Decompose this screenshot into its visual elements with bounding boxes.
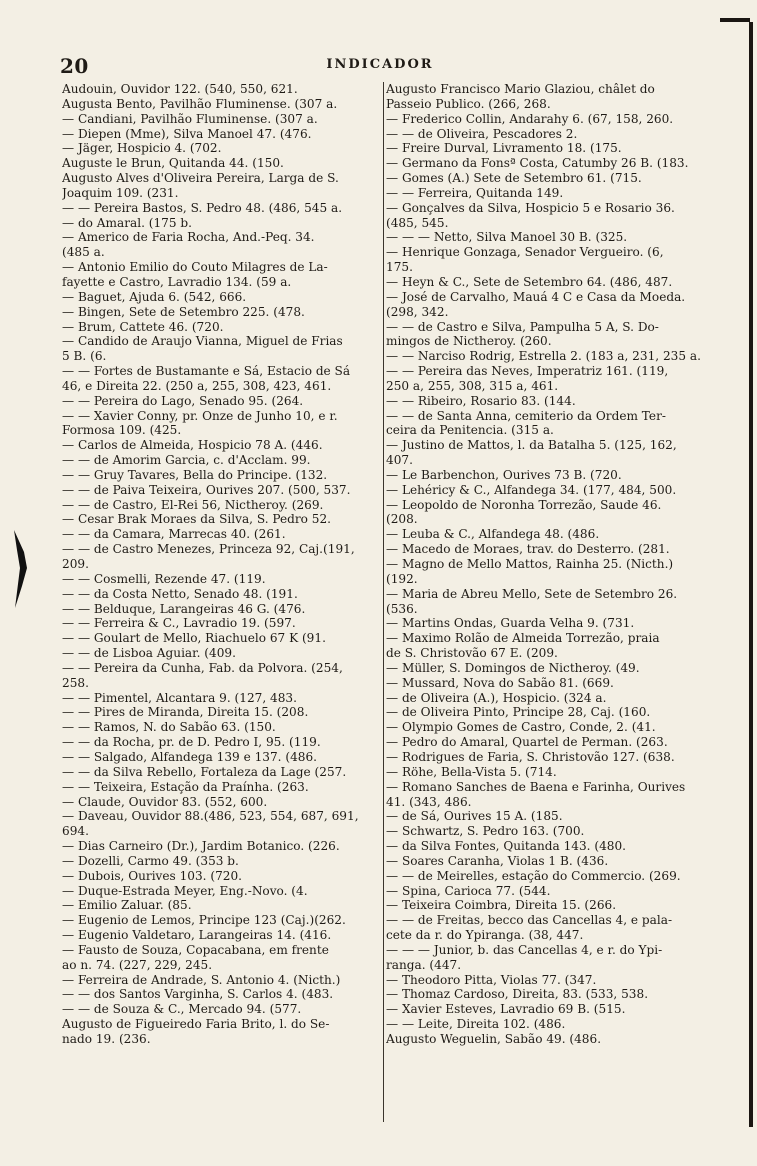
- directory-entry-line: — Soares Caranha, Violas 1 B. (436.: [386, 853, 609, 868]
- directory-entry-line: — Xavier Esteves, Lavradio 69 B. (515.: [386, 1002, 626, 1017]
- directory-entry-line: — — da Camara, Marrecas 40. (261.: [62, 527, 286, 542]
- directory-entry-line: Augusta Bento, Pavilhão Fluminense. (307 a.: [62, 96, 338, 111]
- directory-entry-line: 175.: [386, 260, 413, 275]
- directory-entry-line: — Dias Carneiro (Dr.), Jardim Botanico. (226.: [62, 839, 340, 854]
- directory-entry-line: — Eugenio Valdetaro, Larangeiras 14. (416.: [62, 928, 332, 943]
- directory-entry-line: ao n. 74. (227, 229, 245.: [62, 957, 213, 972]
- directory-entry-line: — Schwartz, S. Pedro 163. (700.: [386, 824, 585, 839]
- directory-entry-line: — Le Barbenchon, Ourives 73 B. (720.: [386, 467, 622, 482]
- directory-entry-line: mingos de Nictheroy. (260.: [386, 334, 552, 349]
- directory-entry-line: — — de Castro e Silva, Pampulha 5 A, S. Do-: [386, 319, 659, 334]
- directory-entry-line: — Antonio Emilio do Couto Milagres de La-: [62, 260, 328, 275]
- directory-entry-line: — Lehéricy & C., Alfandega 34. (177, 484, 500.: [386, 482, 677, 497]
- directory-entry-line: — Ferreira de Andrade, S. Antonio 4. (Nicth.): [62, 972, 341, 987]
- directory-entry-line: — Macedo de Moraes, trav. do Desterro. (281.: [386, 542, 670, 557]
- directory-entry-line: — Röhe, Bella-Vista 5. (714.: [386, 764, 557, 779]
- directory-entry-line: — — de Oliveira, Pescadores 2.: [386, 126, 578, 141]
- directory-entry-line: — — de Lisboa Aguiar. (409.: [62, 646, 236, 661]
- directory-entry-line: — — de Santa Anna, cemiterio da Ordem Ter-: [386, 408, 666, 423]
- directory-entry-line: de S. Christovão 67 E. (209.: [386, 646, 558, 661]
- directory-entry-line: — — de Freitas, becco das Cancellas 4, e pala-: [386, 913, 673, 928]
- directory-entry-line: — — Pimentel, Alcantara 9. (127, 483.: [62, 690, 297, 705]
- directory-entry-line: — Pedro do Amaral, Quartel de Perman. (263.: [386, 735, 668, 750]
- directory-entry-line: (192.: [386, 571, 418, 586]
- directory-entry-line: — José de Carvalho, Mauá 4 C e Casa da Moeda.: [386, 289, 686, 304]
- directory-entry-line: — Cesar Brak Moraes da Silva, S. Pedro 52.: [62, 512, 332, 527]
- directory-entry-line: 5 B. (6.: [62, 349, 107, 364]
- directory-entry-line: — de Sá, Ourives 15 A. (185.: [386, 809, 563, 824]
- directory-entry-line: — — Leite, Direita 102. (486.: [386, 1017, 566, 1032]
- directory-entry-line: Augusto Alves d'Oliveira Pereira, Larga de S.: [62, 171, 339, 186]
- directory-entry-line: — — Belduque, Larangeiras 46 G. (476.: [62, 601, 306, 616]
- directory-entry-line: cete da r. do Ypiranga. (38, 447.: [386, 928, 584, 943]
- directory-entry-line: ranga. (447.: [386, 957, 462, 972]
- directory-entry-line: — Martins Ondas, Guarda Velha 9. (731.: [386, 616, 635, 631]
- directory-entry-line: — — de Castro Menezes, Princeza 92, Caj.(191,: [62, 542, 355, 557]
- directory-entry-line: — — — Junior, b. das Cancellas 4, e r. do Ypi-: [386, 942, 663, 957]
- directory-entry-line: — Gonçalves da Silva, Hospicio 5 e Rosario 36.: [386, 200, 675, 215]
- directory-entry-line: — — de Castro, El-Rei 56, Nictheroy. (269.: [62, 497, 324, 512]
- directory-entry-line: — — dos Santos Varginha, S. Carlos 4. (483.: [62, 987, 334, 1002]
- directory-entry-line: — Emilio Zaluar. (85.: [62, 898, 192, 913]
- directory-entry-line: Auguste le Brun, Quitanda 44. (150.: [62, 156, 284, 171]
- directory-entry-line: — — Pereira da Cunha, Fab. da Polvora. (254,: [62, 660, 343, 675]
- running-title: INDICADOR: [326, 57, 434, 72]
- directory-entry-line: — Diepen (Mme), Silva Manoel 47. (476.: [62, 126, 312, 141]
- directory-entry-line: — — Fortes de Bustamante e Sá, Estacio de Sá: [62, 364, 351, 379]
- directory-entry-line: 46, e Direita 22. (250 a, 255, 308, 423, 461.: [62, 378, 332, 393]
- binding-ink-blot: [12, 524, 28, 612]
- directory-entry-line: — Frederico Collin, Andarahy 6. (67, 158, 260.: [386, 111, 674, 126]
- directory-entry-line: — Dubois, Ourives 103. (720.: [62, 868, 243, 883]
- directory-entry-line: — — Ramos, N. do Sabão 63. (150.: [62, 720, 276, 735]
- directory-entry-line: 407.: [386, 453, 413, 468]
- directory-entry-line: — Candiani, Pavilhão Fluminense. (307 a.: [62, 111, 318, 126]
- directory-entry-line: — — Narciso Rodrig, Estrella 2. (183 a, 231, 235 a.: [386, 349, 701, 364]
- directory-entry-line: — — de Souza & C., Mercado 94. (577.: [62, 1002, 302, 1017]
- directory-entry-line: — Daveau, Ouvidor 88.(486, 523, 554, 687, 691,: [62, 809, 359, 824]
- column-divider: [383, 82, 384, 1122]
- directory-entry-line: — da Silva Fontes, Quitanda 143. (480.: [386, 839, 626, 854]
- directory-entry-line: — Bingen, Sete de Setembro 225. (478.: [62, 304, 305, 319]
- directory-entry-line: — Eugenio de Lemos, Principe 123 (Caj.)(262.: [62, 913, 346, 928]
- directory-entry-line: — de Oliveira Pinto, Principe 28, Caj. (160.: [386, 705, 651, 720]
- directory-entry-line: — Fausto de Souza, Copacabana, em frente: [62, 942, 329, 957]
- directory-entry-line: — Theodoro Pitta, Violas 77. (347.: [386, 972, 597, 987]
- directory-entry-line: (485 a.: [62, 245, 105, 260]
- directory-entry-line: — — da Silva Rebello, Fortaleza da Lage (257.: [62, 764, 347, 779]
- directory-entry-line: 41. (343, 486.: [386, 794, 472, 809]
- directory-entry-line: — — Pereira Bastos, S. Pedro 48. (486, 545 a.: [62, 200, 343, 215]
- directory-entry-line: — Baguet, Ajuda 6. (542, 666.: [62, 289, 247, 304]
- page-edge-shadow: [749, 22, 753, 1127]
- directory-entry-line: Augusto Weguelin, Sabão 49. (486.: [386, 1032, 602, 1046]
- directory-entry-line: — Maria de Abreu Mello, Sete de Setembro 26.: [386, 586, 678, 601]
- directory-entry-line: ceira da Penitencia. (315 a.: [386, 423, 554, 438]
- directory-entry-line: — — Pereira das Neves, Imperatriz 161. (119,: [386, 364, 669, 379]
- directory-entry-line: — Gomes (A.) Sete de Setembro 61. (715.: [386, 171, 642, 186]
- directory-entry-line: 209.: [62, 557, 89, 571]
- left-column: [62, 82, 380, 1047]
- directory-entry-line: — — Gruy Tavares, Bella do Principe. (132.: [62, 467, 328, 482]
- right-column: [386, 82, 704, 1047]
- directory-entry-line: — Leuba & C., Alfandega 48. (486.: [386, 527, 600, 542]
- directory-entry-line: — Müller, S. Domingos de Nictheroy. (49.: [386, 660, 640, 675]
- directory-entry-line: — — Ferreira & C., Lavradio 19. (597.: [62, 616, 296, 631]
- directory-entry-line: — — de Paiva Teixeira, Ourives 207. (500, 537.: [62, 482, 351, 497]
- directory-entry-line: — Thomaz Cardoso, Direita, 83. (533, 538.: [386, 987, 649, 1002]
- directory-entry-line: — Romano Sanches de Baena e Farinha, Ourives: [386, 779, 686, 794]
- directory-entry-line: — Candido de Araujo Vianna, Miguel de Frias: [62, 334, 343, 349]
- directory-entry-line: (536.: [386, 601, 418, 616]
- directory-entry-line: — Duque-Estrada Meyer, Eng.-Novo. (4.: [62, 883, 308, 898]
- directory-entry-line: — do Amaral. (175 b.: [62, 215, 192, 230]
- directory-entry-line: — — Goulart de Mello, Riachuelo 67 K (91.: [62, 631, 326, 646]
- directory-entry-line: — Olympio Gomes de Castro, Conde, 2. (41.: [386, 720, 656, 735]
- directory-entry-line: — — Teixeira, Estação da Praínha. (263.: [62, 779, 309, 794]
- directory-entry-line: Augusto de Figueiredo Faria Brito, l. do Se-: [62, 1017, 330, 1032]
- directory-entry-line: — Brum, Cattete 46. (720.: [62, 319, 224, 334]
- directory-entry-line: — — de Amorim Garcia, c. d'Acclam. 99.: [62, 453, 311, 468]
- directory-entry-line: — Teixeira Coimbra, Direita 15. (266.: [386, 898, 617, 913]
- page-edge-mark: [720, 18, 750, 22]
- directory-entry-line: — — da Rocha, pr. de D. Pedro I, 95. (119.: [62, 735, 321, 750]
- directory-entry-line: — Claude, Ouvidor 83. (552, 600.: [62, 794, 268, 809]
- directory-entry-line: — Maximo Rolão de Almeida Torrezão, praia: [386, 631, 660, 646]
- directory-entry-line: Joaquim 109. (231.: [62, 185, 179, 200]
- directory-entry-line: 250 a, 255, 308, 315 a, 461.: [386, 378, 559, 393]
- directory-entry-line: — Americo de Faria Rocha, And.-Peq. 34.: [62, 230, 315, 245]
- directory-entry-line: Passeio Publico. (266, 268.: [386, 96, 551, 111]
- directory-entry-line: — Spina, Carioca 77. (544.: [386, 883, 551, 898]
- directory-entry-line: — — Xavier Conny, pr. Onze de Junho 10, e r.: [62, 408, 338, 423]
- directory-entry-line: — — Pereira do Lago, Senado 95. (264.: [62, 393, 304, 408]
- directory-entry-line: (485, 545.: [386, 215, 449, 230]
- directory-entry-line: — — Ferreira, Quitanda 149.: [386, 185, 564, 200]
- page-header: [60, 54, 700, 76]
- directory-entry-line: 694.: [62, 824, 89, 839]
- directory-entry-line: — Dozelli, Carmo 49. (353 b.: [62, 853, 239, 868]
- directory-entry-line: — — da Costa Netto, Senado 48. (191.: [62, 586, 298, 601]
- directory-entry-line: Formosa 109. (425.: [62, 423, 182, 438]
- directory-entry-line: — Justino de Mattos, l. da Batalha 5. (125, 162,: [386, 438, 677, 453]
- directory-entry-line: — Germano da Fonsª Costa, Catumby 26 B. (183.: [386, 156, 689, 171]
- directory-entry-line: Audouin, Ouvidor 122. (540, 550, 621.: [62, 82, 298, 96]
- directory-entry-line: — — Salgado, Alfandega 139 e 137. (486.: [62, 749, 318, 764]
- directory-entry-line: — Rodrigues de Faria, S. Christovão 127. (638.: [386, 749, 675, 764]
- directory-entry-line: — Henrique Gonzaga, Senador Vergueiro. (6,: [386, 245, 664, 260]
- directory-entry-line: — — Pires de Miranda, Direita 15. (208.: [62, 705, 309, 720]
- directory-entry-line: — — — Netto, Silva Manoel 30 B. (325.: [386, 230, 628, 245]
- directory-entry-line: — — Cosmelli, Rezende 47. (119.: [62, 571, 266, 586]
- directory-entry-line: — Mussard, Nova do Sabão 81. (669.: [386, 675, 614, 690]
- page-number: 20: [60, 54, 89, 78]
- directory-entry-line: (208.: [386, 512, 418, 527]
- directory-entry-line: — de Oliveira (A.), Hospicio. (324 a.: [386, 690, 607, 705]
- directory-entry-line: — Freire Durval, Livramento 18. (175.: [386, 141, 622, 156]
- directory-entry-line: nado 19. (236.: [62, 1032, 151, 1046]
- directory-entry-line: — Magno de Mello Mattos, Rainha 25. (Nicth.): [386, 557, 674, 571]
- directory-entry-line: — Carlos de Almeida, Hospicio 78 A. (446.: [62, 438, 323, 453]
- directory-entry-line: — Leopoldo de Noronha Torrezão, Saude 46.: [386, 497, 662, 512]
- directory-entry-line: — Jäger, Hospicio 4. (702.: [62, 141, 222, 156]
- directory-entry-line: — — Ribeiro, Rosario 83. (144.: [386, 393, 576, 408]
- directory-entry-line: 258.: [62, 675, 89, 690]
- directory-entry-line: — Heyn & C., Sete de Setembro 64. (486, 487.: [386, 274, 673, 289]
- directory-entry-line: Augusto Francisco Mario Glaziou, châlet do: [386, 82, 655, 96]
- directory-entry-line: fayette e Castro, Lavradio 134. (59 a.: [62, 274, 292, 289]
- directory-entry-line: — — de Meirelles, estação do Commercio. (269.: [386, 868, 681, 883]
- directory-entry-line: (298, 342.: [386, 304, 449, 319]
